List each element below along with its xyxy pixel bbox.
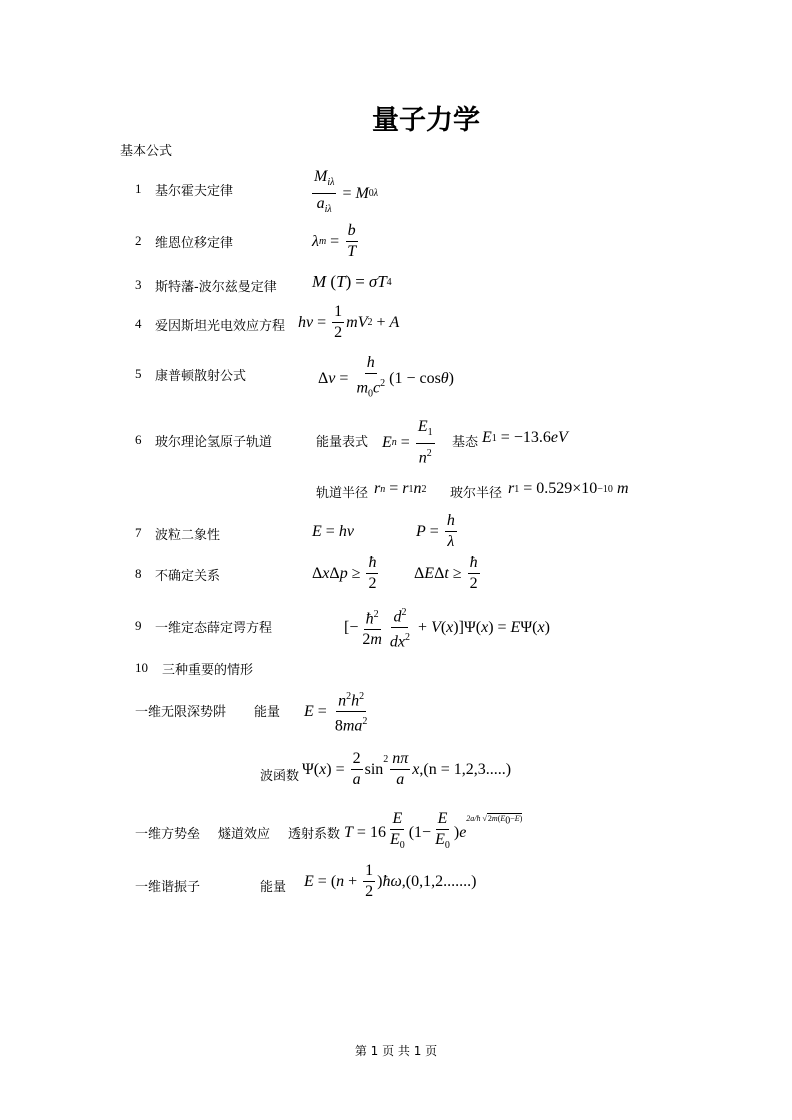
oscillator-label: 一维谐振子 [135, 880, 201, 895]
page-footer: 第 1 页 共 1 页 [354, 1044, 438, 1058]
formula-well-energy: E = $\frac{n^2h^2}{8ma^2}$ [304, 688, 371, 736]
formula-uncertainty-position: Δ x Δ p ≥ $\frac{ħ}{2}$ [312, 554, 377, 592]
bohr-radius-exponent: −10 [597, 483, 613, 495]
item-number: 9 [135, 618, 142, 633]
infinite-well-label: 一维无限深势阱 [135, 705, 227, 720]
item-label: 斯特藩-波尔兹曼定律 [155, 280, 277, 295]
formula-wavefunction: Ψ( x ) = $\frac{2}{a}$ sin $^2$ $\frac{n\pi}{a}$ x , (n = 1,2,3.....) [302, 750, 512, 788]
formula-bohr-energy: E n = $\frac{E_1}{n^2}$ [382, 418, 433, 467]
wavefunction-n-values: (n = 1,2,3.....) [423, 760, 512, 778]
item-number: 8 [135, 566, 142, 581]
formula-momentum-photon: P = $\frac{h}{\lambda}$ [416, 512, 455, 550]
formula-photoelectric: hν = $\frac{1}{2}$ mV 2 + A [298, 303, 400, 341]
formula-ground-state: E 1 = −13.6 eV [482, 429, 568, 446]
oscillator-n-values: ,(0,1,2.......) [401, 872, 477, 890]
page-title: 量子力学 [372, 105, 480, 136]
item-label: 爱因斯坦光电效应方程 [155, 319, 286, 334]
formula-schrodinger: [− $\frac{ħ^2}{2m}$ $\frac{d^2}{dx^2}$ + V ( x )]Ψ( x ) = E Ψ( x ) [344, 604, 550, 652]
energy-expression-label: 能量表式 [316, 435, 369, 450]
oscillator-energy-label: 能量 [260, 880, 287, 895]
item-number: 3 [135, 277, 142, 292]
barrier-label: 一维方势垒 [135, 827, 201, 842]
item-label: 维恩位移定律 [155, 236, 234, 251]
formula-bohr-radius: r 1 = 0.529×10 −10 m [508, 480, 629, 497]
orbit-radius-label: 轨道半径 [316, 486, 369, 501]
item-label: 一维定态薛定谔方程 [155, 621, 273, 636]
item-label: 波粒二象性 [155, 528, 221, 543]
well-energy-label: 能量 [254, 705, 281, 720]
section-heading: 基本公式 [120, 144, 173, 159]
bohr-radius-unit: m [616, 480, 629, 497]
formula-transmission: T = 16 $\frac{E}{E_0}$ (1− $\frac{E}{E_0}$ ) e $^{2a/ħ √2m(E_0-E)}$ [344, 810, 523, 852]
item-label: 三种重要的情形 [162, 663, 254, 678]
item-label: 玻尔理论氢原子轨道 [155, 435, 273, 450]
formula-uncertainty-energy: Δ E Δ t ≥ $\frac{ħ}{2}$ [414, 554, 478, 592]
item-label: 基尔霍夫定律 [155, 184, 234, 199]
item-number: 7 [135, 525, 142, 540]
bohr-radius-value: 0.529×10 [536, 480, 598, 497]
item-number: 10 [135, 660, 148, 675]
item-label: 康普顿散射公式 [155, 369, 247, 384]
item-number: 2 [135, 233, 142, 248]
item-number: 5 [135, 366, 142, 381]
formula-oscillator-energy: E = ( n + $\frac{1}{2}$ ) ħω ,(0,1,2.......) [304, 862, 477, 900]
ground-state-unit: eV [550, 429, 568, 446]
formula-compton: Δ ν = $\frac{h}{m_0c^2}$ (1 − cos θ ) [318, 354, 454, 400]
formula-stefan: M ( T ) = σT 4 [312, 272, 392, 291]
item-number: 4 [135, 316, 142, 331]
ground-state-value: −13.6 [513, 429, 551, 446]
formula-energy-photon: E = hν [312, 523, 354, 540]
transmission-coefficient-label: 透射系数 [288, 827, 341, 842]
transmission-coefficient-value: 16 [369, 823, 386, 841]
ground-state-label: 基态 [452, 435, 479, 450]
formula-kirchhoff: $\frac{M_{i\lambda}}{a_{i\lambda}}$ = M 0λ [314, 168, 379, 216]
formula-wien: λ m = $\frac{b}{T}$ [312, 222, 357, 260]
item-label: 不确定关系 [155, 569, 221, 584]
item-number: 1 [135, 181, 142, 196]
tunnel-effect-label: 燧道效应 [218, 827, 271, 842]
formula-orbit-radius: r n = r 1 n 2 [374, 480, 427, 497]
bohr-radius-label: 玻尔半径 [450, 486, 503, 501]
item-number: 6 [135, 432, 142, 447]
wavefunction-label: 波函数 [260, 769, 300, 784]
